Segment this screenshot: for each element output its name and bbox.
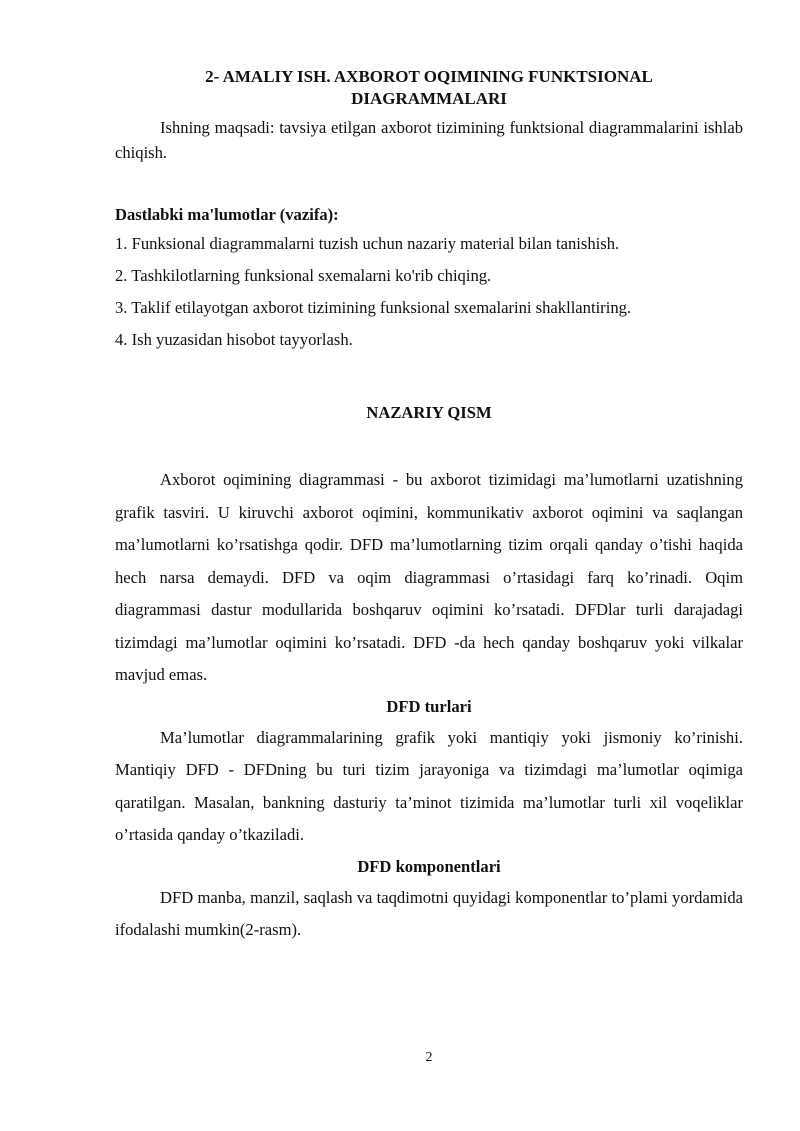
purpose-paragraph: Ishning maqsadi: tavsiya etilgan axborot tizimining funktsional diagrammalarini ishlab chiqish. xyxy=(115,118,743,162)
document-page xyxy=(115,66,743,947)
dfd-components-heading: DFD komponentlari xyxy=(357,856,501,876)
task-list xyxy=(115,228,743,356)
list-item: 3. Taklif etilayotgan axborot tizimining funksional sxemalarini shakllantiring. xyxy=(115,298,632,317)
list-item: 4. Ish yuzasidan hisobot tayyorlash. xyxy=(115,330,353,349)
dfd-components-paragraph: DFD manba, manzil, saqlash va taqdimotni quyidagi komponentlar to’plami yordamida ifodalashi mumkin(2-rasm). xyxy=(115,887,743,939)
theory-paragraph: Axborot oqimining diagrammasi - bu axborot tizimidagi ma’lumotlarni uzatishning grafik tasviri. U kiruvchi axborot oqimini, kommunikativ axborot oqimini va saqlangan ma’lumotlarni ko’rsatishga qodir. DFD ma’lumotlarning tizim orqali qanday o’tishi haqida hech narsa demaydi. DFD va oqim diagrammasi o’rtasidagi farq ko’rinadi. Oqim diagrammasi dastur modullarida boshqaruv oqimini ko’rsatadi. DFDlar turli darajadagi tizimdagi ma’lumotlar oqimini ko’rsatadi. DFD -da hech qanday boshqaruv yoki vilkalar mavjud emas. xyxy=(115,470,743,684)
list-item: 2. Tashkilotlarning funksional sxemalarni ko'rib chiqing. xyxy=(115,266,492,285)
page-number: 2 xyxy=(425,1050,433,1065)
initial-data-heading: Dastlabki ma'lumotlar (vazifa): xyxy=(115,205,339,224)
document-title: 2- AMALIY ISH. AXBOROT OQIMINING FUNKTSIONAL DIAGRAMMALARI xyxy=(205,67,653,108)
dfd-types-heading: DFD turlari xyxy=(386,696,472,716)
dfd-types-paragraph: Ma’lumotlar diagrammalarining grafik yoki mantiqiy yoki jismoniy ko’rinishi. Mantiqiy DFD - DFDning bu turi tizim jarayoniga va tizimdagi ma’lumotlar oqimiga qaratilgan. Masalan, bankning dasturiy ta’minot tizimida ma’lumotlar turli xil voqeliklar o’rtasida qanday o’tkaziladi. xyxy=(115,727,743,844)
theory-heading: NAZARIY QISM xyxy=(366,403,492,422)
list-item: 1. Funksional diagrammalarni tuzish uchun nazariy material bilan tanishish. xyxy=(115,234,620,253)
